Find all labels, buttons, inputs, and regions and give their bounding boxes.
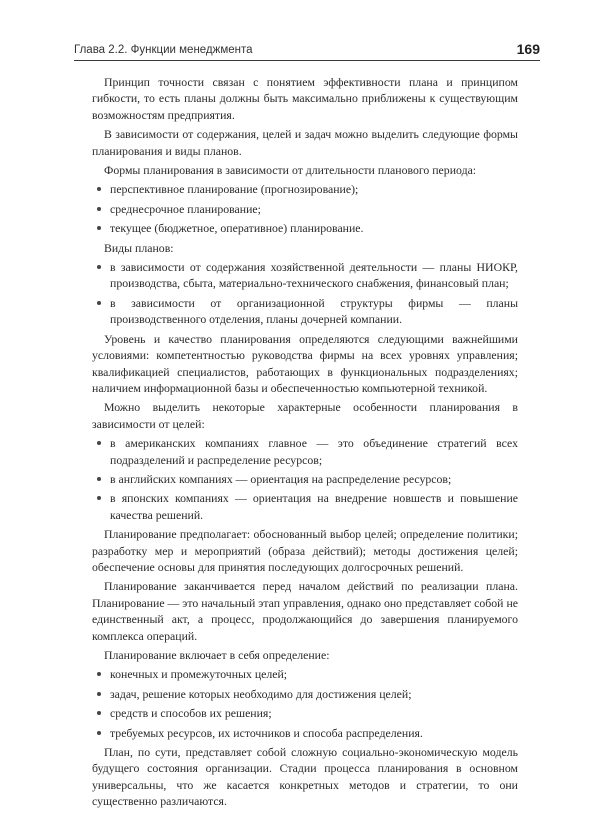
bullet-item [92,259,518,292]
bullet-text: текущее (бюджетное, оперативное) планирование. [110,221,364,236]
bullet-text: среднесрочное планирование; [110,201,261,216]
chapter-title: Глава 2.2. Функции менеджмента [74,44,253,56]
paragraph: Планирование включает в себя определение: [104,648,330,662]
paragraph: Планирование заканчивается перед началом действий по реализации плана. Планирование — это начальный этап управления, однако оно представляет собой не единственный акт, а процесс, продолжающийся до завершения планируемого комплекса операций. [92,579,518,643]
bullet-text: средств и способов их решения; [110,706,272,721]
bullet-item [92,686,518,702]
bullet-item [92,725,518,741]
bullet-item [92,435,518,468]
bullet-item [92,201,518,217]
paragraph: Виды планов: [104,240,174,255]
bullet-item [92,295,518,328]
bullet-text: перспективное планирование (прогнозирование); [110,182,359,197]
bullet-text: конечных и промежуточных целей; [110,667,288,682]
bullet-icon [97,207,101,211]
bullet-icon [97,301,101,305]
page-number: 169 [516,41,540,57]
bullet-icon [97,441,101,445]
bullet-text: в английских компаниях — ориентация на распределение ресурсов; [110,471,452,486]
bullet-text: в японских компаниях — ориентация на внедрение новшеств и повышение качества решений. [110,491,518,522]
paragraph: Можно выделить некоторые характерные особенности планирования в зависимости от целей: [92,400,518,431]
bullet-icon [97,496,101,500]
running-header [74,38,540,61]
bullet-icon [97,711,101,715]
bullet-item [92,471,518,487]
page-body [92,74,518,813]
bullet-text: в зависимости от содержания хозяйственной деятельности — планы НИОКР, производства, сбыта, материально-технического снабжения, финансовый план; [110,260,518,291]
paragraph: Формы планирования в зависимости от длительности планового периода: [104,163,477,178]
bullet-icon [97,226,101,230]
bullet-icon [97,187,101,191]
bullet-icon [97,477,101,481]
bullet-icon [97,265,101,269]
bullet-text: задач, решение которых необходимо для достижения целей; [110,686,412,701]
bullet-text: в американских компаниях главное — это объединение стратегий всех подразделений и распределение ресурсов; [110,436,518,467]
bullet-item [92,181,518,197]
bullet-text: требуемых ресурсов, их источников и способа распределения. [110,725,423,740]
bullet-item [92,705,518,721]
bullet-item [92,666,518,682]
bullet-item [92,220,518,236]
bullet-icon [97,692,101,696]
paragraph: План, по сути, представляет собой сложную социально-экономическую модель будущего состояния организации. Стадии процесса планирования в основном универсальны, что же касается конкретных методов и стратегии, то они существенно различаются. [92,745,518,809]
paragraph: Планирование предполагает: обоснованный выбор целей; определение политики; разработку мер и мероприятий (образа действий); методы достижения целей; обеспечение основы для принятия последующих долгосрочных решений. [92,527,518,574]
paragraph: Принцип точности связан с понятием эффективности плана и принципом гибкости, то есть планы должны быть максимально приближены к существующим возможностям предприятия. [92,75,518,122]
paragraph: Уровень и качество планирования определяются следующими важнейшими условиями: компетентностью руководства фирмы на всех уровнях управления; квалификацией специалистов, работающих в функциональных подразделениях; наличием информационной базы и обеспеченностью компьютерной техникой. [92,331,518,395]
bullet-item [92,490,518,523]
bullet-icon [97,731,101,735]
paragraph: В зависимости от содержания, целей и задач можно выделить следующие формы планирования и виды планов. [92,127,518,158]
bullet-icon [97,672,101,676]
bullet-text: в зависимости от организационной структуры фирмы — планы производственного отделения, планы дочерней компании. [110,295,518,327]
